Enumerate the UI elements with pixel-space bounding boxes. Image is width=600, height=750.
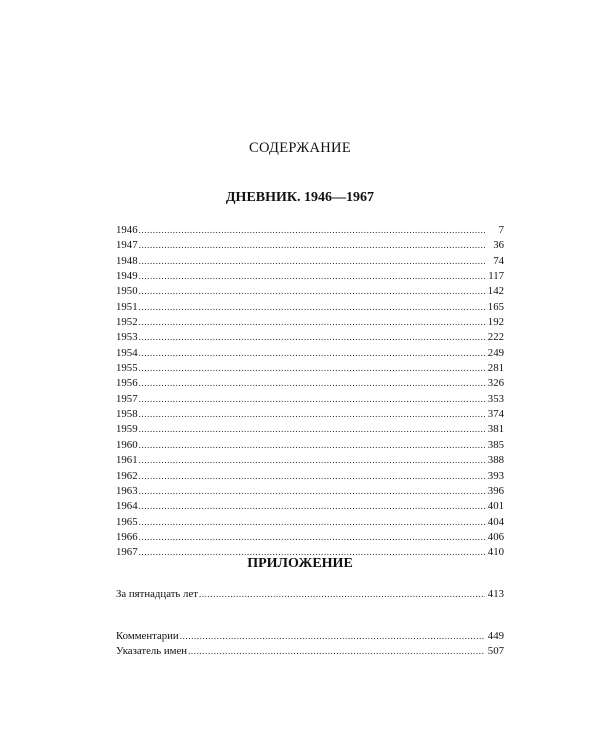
appendix-section-title: ПРИЛОЖЕНИЕ: [247, 556, 353, 571]
toc-entry[interactable]: [116, 238, 504, 253]
toc-entry[interactable]: [116, 376, 504, 391]
toc-entry-label: 1946: [116, 224, 138, 236]
dot-leader: [139, 254, 485, 269]
toc-entry-label: 1965: [116, 515, 138, 528]
toc-entry-page: 410: [487, 546, 504, 559]
toc-entry-label: 1958: [116, 408, 138, 421]
toc-entry[interactable]: [116, 453, 504, 468]
dot-leader: [139, 484, 485, 499]
toc-entry-label: 1961: [116, 454, 138, 467]
dot-leader: [139, 422, 485, 437]
dot-leader: [188, 644, 485, 659]
toc-entry-page: 404: [487, 515, 504, 528]
dot-leader: [139, 223, 485, 238]
toc-entry-page: 393: [487, 469, 504, 482]
toc-entry-label: 1949: [116, 270, 138, 283]
diary-section-title: ДНЕВНИК. 1946—1967: [225, 190, 375, 205]
toc-entry-page: 381: [487, 423, 504, 436]
toc-entry-label: 1956: [116, 377, 138, 390]
toc-entry-page: 507: [487, 645, 504, 658]
toc-entry[interactable]: [116, 269, 504, 284]
dot-leader: [139, 515, 485, 530]
toc-entry[interactable]: [116, 499, 504, 514]
toc-entry-page: 353: [487, 392, 504, 405]
toc-entry[interactable]: [116, 315, 504, 330]
toc-entry-label: Комментарии: [116, 630, 179, 642]
dot-leader: [139, 530, 485, 545]
toc-entry[interactable]: [116, 361, 504, 376]
toc-entry-page: 249: [487, 346, 504, 359]
toc-entry-page: 165: [487, 300, 504, 313]
toc-entry-page: 117: [488, 270, 504, 283]
diary-toc-list: [116, 223, 504, 561]
toc-entry-label: 1962: [116, 469, 138, 482]
dot-leader: [139, 392, 485, 407]
toc-entry-page: 396: [487, 484, 504, 497]
toc-entry-page: 449: [487, 630, 504, 642]
dot-leader: [139, 330, 485, 345]
dot-leader: [139, 315, 485, 330]
toc-entry-label: 1966: [116, 530, 138, 543]
dot-leader: [139, 300, 485, 315]
dot-leader: [180, 629, 485, 644]
toc-entry-page: 388: [487, 454, 504, 467]
toc-entry-page: 326: [487, 377, 504, 390]
toc-entry[interactable]: [116, 254, 504, 269]
dot-leader: [139, 238, 485, 253]
toc-entry[interactable]: [116, 407, 504, 422]
toc-entry[interactable]: [116, 223, 504, 238]
toc-entry[interactable]: [116, 587, 504, 602]
dot-leader: [139, 438, 485, 453]
dot-leader: [139, 469, 485, 484]
page-title: СОДЕРЖАНИЕ: [249, 140, 351, 156]
toc-entry-page: 385: [487, 438, 504, 451]
toc-entry-label: 1954: [116, 346, 138, 359]
dot-leader: [139, 361, 485, 376]
toc-entry-page: 222: [487, 331, 504, 344]
toc-entry-label: 1967: [116, 546, 138, 559]
toc-entry-page: 192: [487, 316, 504, 329]
toc-entry-page: 281: [487, 362, 504, 375]
dot-leader: [139, 269, 485, 284]
toc-entry[interactable]: [116, 530, 504, 545]
dot-leader: [199, 587, 485, 602]
toc-entry[interactable]: [116, 330, 504, 345]
appendix-toc-list: [116, 587, 504, 602]
dot-leader: [139, 453, 485, 468]
toc-entry-page: 74: [493, 254, 504, 267]
dot-leader: [139, 346, 485, 361]
toc-entry[interactable]: [116, 484, 504, 499]
toc-entry-label: 1964: [116, 500, 138, 513]
toc-entry[interactable]: [116, 438, 504, 453]
toc-entry-label: 1963: [116, 484, 138, 497]
toc-entry-label: 1952: [116, 316, 138, 329]
toc-entry[interactable]: [116, 644, 504, 659]
toc-entry-label: 1955: [116, 362, 138, 375]
toc-entry-label: 1951: [116, 300, 138, 313]
toc-entry[interactable]: [116, 300, 504, 315]
toc-entry-label: За пятнадцать лет: [116, 588, 198, 600]
toc-entry-page: 7: [498, 224, 504, 236]
toc-entry-page: 401: [487, 500, 504, 513]
toc-entry-page: 374: [487, 408, 504, 421]
toc-entry-label: 1948: [116, 254, 138, 267]
toc-entry-page: 142: [487, 285, 504, 298]
toc-entry-page: 36: [493, 239, 504, 252]
toc-entry-label: 1959: [116, 423, 138, 436]
toc-entry-label: 1960: [116, 438, 138, 451]
toc-entry[interactable]: [116, 469, 504, 484]
dot-leader: [139, 376, 485, 391]
toc-entry[interactable]: [116, 422, 504, 437]
toc-entry-label: 1957: [116, 392, 138, 405]
toc-entry-label: 1950: [116, 285, 138, 298]
toc-entry-label: 1953: [116, 331, 138, 344]
toc-entry-page: 413: [487, 588, 504, 600]
toc-entry[interactable]: [116, 392, 504, 407]
toc-entry[interactable]: [116, 284, 504, 299]
toc-entry[interactable]: [116, 629, 504, 644]
dot-leader: [139, 407, 485, 422]
toc-entry-page: 406: [487, 530, 504, 543]
toc-entry[interactable]: [116, 515, 504, 530]
dot-leader: [139, 499, 485, 514]
toc-entry[interactable]: [116, 346, 504, 361]
dot-leader: [139, 284, 485, 299]
toc-entry-label: 1947: [116, 239, 138, 252]
back-matter-toc-list: [116, 629, 504, 660]
toc-entry-label: Указатель имен: [116, 645, 188, 658]
